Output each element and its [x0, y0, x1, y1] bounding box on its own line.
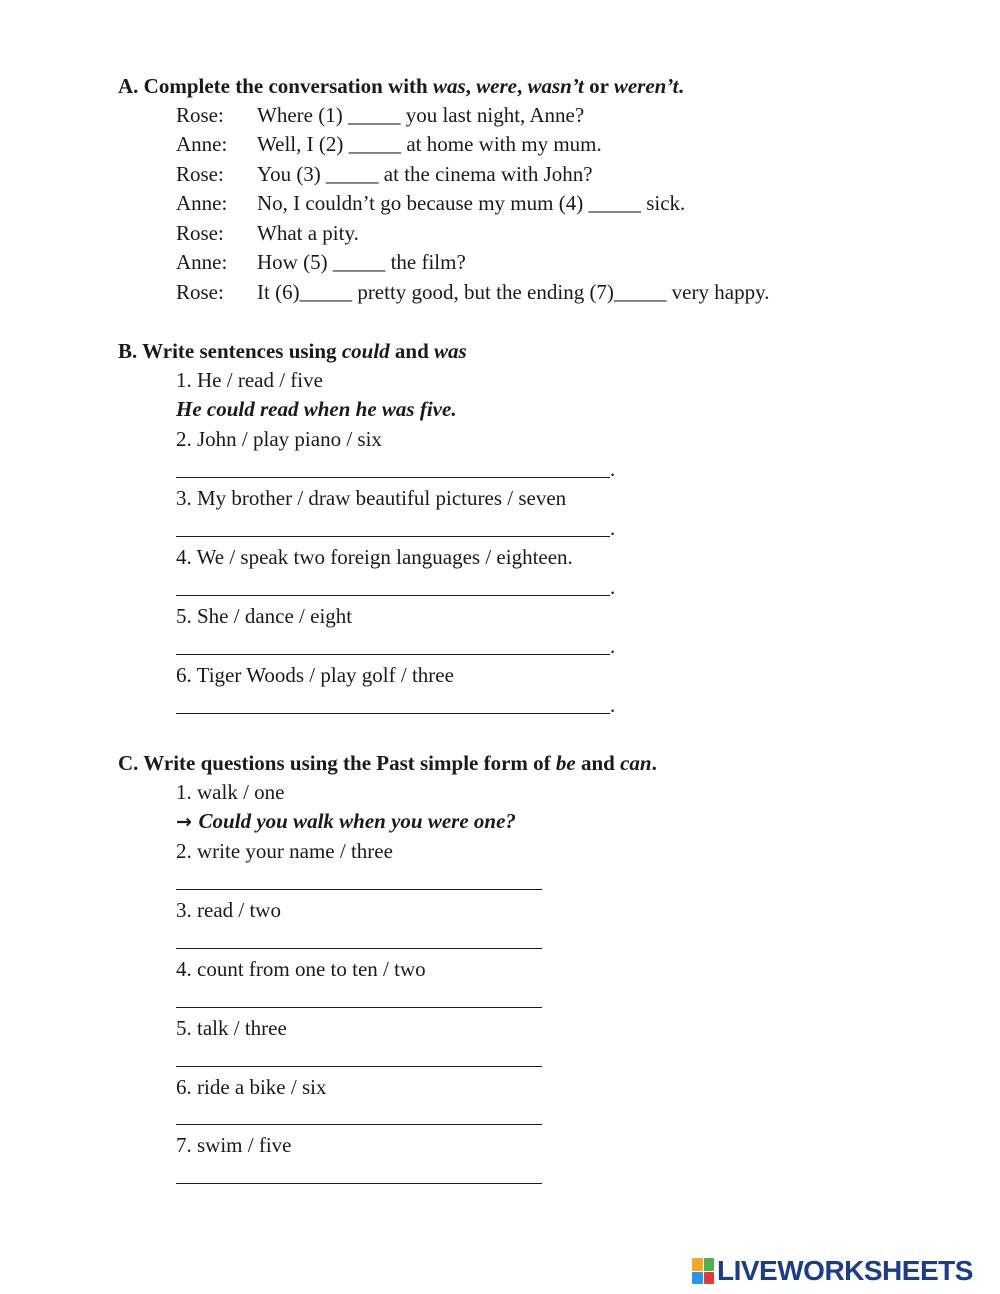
dialogue-line: How (5) _____ the film? — [257, 250, 466, 274]
answer-line[interactable] — [176, 948, 542, 949]
exercise-item: 4. count from one to ten / two — [176, 957, 426, 981]
answer-line[interactable] — [176, 1183, 542, 1184]
example-prompt: 1. He / read / five — [176, 368, 323, 392]
exercise-item: 5. talk / three — [176, 1016, 287, 1040]
answer-line[interactable] — [176, 477, 610, 478]
section-a-heading: A. Complete the conversation with was, were, wasn’t or weren’t. — [118, 74, 684, 98]
liveworksheets-logo-icon — [692, 1258, 714, 1284]
logo-text: LIVEWORKSHEETS — [717, 1255, 973, 1286]
line-end-period: . — [610, 457, 616, 481]
dialogue-line: You (3) _____ at the cinema with John? — [257, 162, 593, 186]
answer-line[interactable] — [176, 1007, 542, 1008]
dialogue-speaker: Rose: — [176, 280, 224, 304]
dialogue-line: What a pity. — [257, 221, 359, 245]
section-b-heading: B. Write sentences using could and was — [118, 339, 467, 363]
answer-line[interactable] — [176, 595, 610, 596]
exercise-item: 7. swim / five — [176, 1133, 292, 1157]
exercise-item: 5. She / dance / eight — [176, 604, 353, 628]
exercise-item: 3. My brother / draw beautiful pictures / seven — [176, 486, 567, 510]
dialogue-speaker: Rose: — [176, 221, 224, 245]
dialogue-speaker: Anne: — [176, 132, 228, 156]
dialogue-line: Well, I (2) _____ at home with my mum. — [257, 132, 602, 156]
dialogue-line: It (6)_____ pretty good, but the ending (7)_____ very happy. — [257, 280, 770, 304]
example-prompt: 1. walk / one — [176, 780, 285, 804]
dialogue-speaker: Rose: — [176, 162, 224, 186]
answer-line[interactable] — [176, 889, 542, 890]
exercise-item: 4. We / speak two foreign languages / eighteen. — [176, 545, 573, 569]
answer-line[interactable] — [176, 536, 610, 537]
line-end-period: . — [610, 634, 616, 658]
example-answer: → Could you walk when you were one? — [176, 809, 516, 833]
dialogue-speaker: Anne: — [176, 191, 228, 215]
exercise-item: 6. Tiger Woods / play golf / three — [176, 663, 454, 687]
exercise-item: 3. read / two — [176, 898, 281, 922]
exercise-item: 6. ride a bike / six — [176, 1075, 327, 1099]
line-end-period: . — [610, 516, 616, 540]
answer-line[interactable] — [176, 654, 610, 655]
dialogue-speaker: Rose: — [176, 103, 224, 127]
exercise-item: 2. write your name / three — [176, 839, 393, 863]
dialogue-line: Where (1) _____ you last night, Anne? — [257, 103, 585, 127]
line-end-period: . — [610, 693, 616, 717]
dialogue-speaker: Anne: — [176, 250, 228, 274]
answer-line[interactable] — [176, 713, 610, 714]
arrow-right-icon: → — [176, 811, 199, 833]
section-c-heading: C. Write questions using the Past simple form of be and can. — [118, 751, 657, 775]
answer-line[interactable] — [176, 1124, 542, 1125]
dialogue-line: No, I couldn’t go because my mum (4) _____ sick. — [257, 191, 686, 215]
answer-line[interactable] — [176, 1066, 542, 1067]
line-end-period: . — [610, 575, 616, 599]
exercise-item: 2. John / play piano / six — [176, 427, 382, 451]
liveworksheets-logo[interactable] — [692, 1256, 973, 1286]
example-answer: He could read when he was five. — [176, 397, 457, 421]
